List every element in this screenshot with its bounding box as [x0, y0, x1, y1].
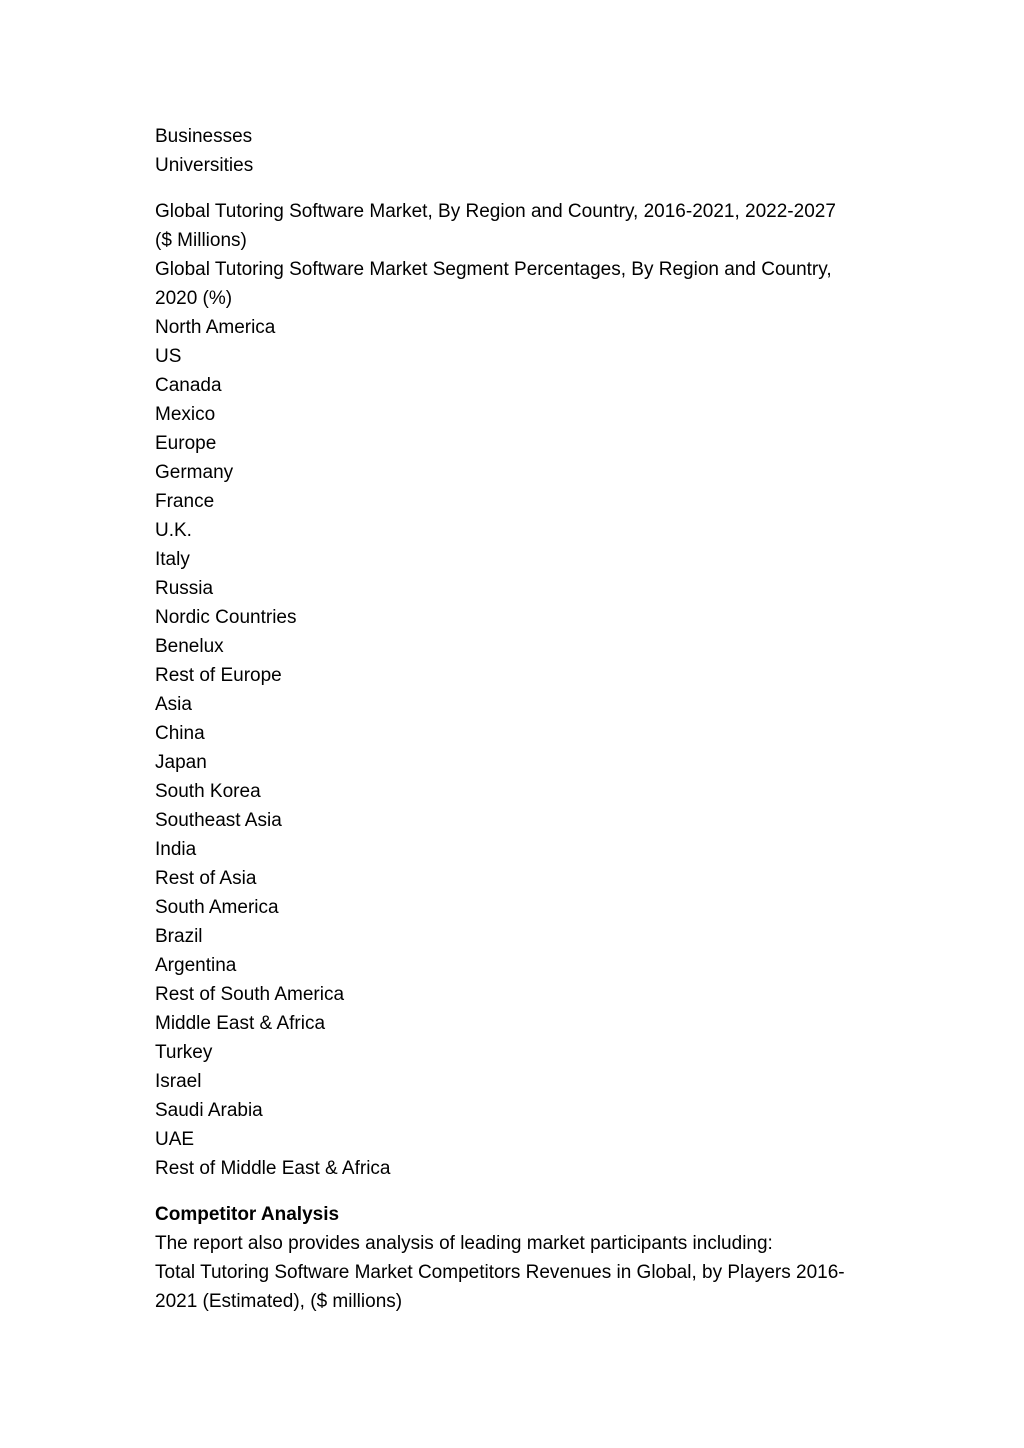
region-list-item: Argentina [155, 955, 237, 976]
region-list-item: Rest of Asia [155, 868, 257, 889]
region-list-item: Asia [155, 694, 192, 715]
region-list-item: U.K. [155, 520, 192, 541]
region-list-item: Germany [155, 462, 234, 483]
region-list-item: US [155, 346, 182, 367]
list-item-businesses: Businesses [155, 126, 253, 147]
region-list-item: Saudi Arabia [155, 1100, 263, 1121]
region-list-item: Brazil [155, 926, 203, 947]
region-list-item: Japan [155, 752, 207, 773]
region-list-item: Russia [155, 578, 214, 599]
region-list [155, 313, 855, 1183]
competitor-analysis-heading: Competitor Analysis [155, 1204, 340, 1225]
competitor-table-title: Total Tutoring Software Market Competitors Revenues in Global, by Players 2016-2021 (Estimated), ($ millions) [155, 1262, 845, 1312]
region-list-item: South America [155, 897, 279, 918]
region-list-item: India [155, 839, 197, 860]
region-list-item: Middle East & Africa [155, 1013, 326, 1034]
region-list-item: Rest of South America [155, 984, 345, 1005]
list-item-universities: Universities [155, 155, 254, 176]
region-list-item: Italy [155, 549, 190, 570]
region-list-item: Rest of Middle East & Africa [155, 1158, 391, 1179]
region-list-item: Turkey [155, 1042, 213, 1063]
region-heading-percentages: Global Tutoring Software Market Segment Percentages, By Region and Country, 2020 (%) [155, 259, 832, 309]
region-list-item: Canada [155, 375, 222, 396]
region-list-item: Southeast Asia [155, 810, 282, 831]
region-list-item: UAE [155, 1129, 195, 1150]
region-list-item: South Korea [155, 781, 261, 802]
region-list-item: Nordic Countries [155, 607, 297, 628]
competitor-intro-text: The report also provides analysis of leading market participants including: [155, 1233, 773, 1254]
region-list-item: Benelux [155, 636, 224, 657]
document-page [155, 122, 855, 1316]
region-heading-millions: Global Tutoring Software Market, By Region and Country, 2016-2021, 2022-2027 ($ Millions) [155, 201, 836, 251]
region-list-item: France [155, 491, 215, 512]
region-list-item: Mexico [155, 404, 216, 425]
region-list-item: Israel [155, 1071, 202, 1092]
region-list-item: Europe [155, 433, 217, 454]
region-list-item: Rest of Europe [155, 665, 282, 686]
region-list-item: North America [155, 317, 276, 338]
region-list-item: China [155, 723, 205, 744]
